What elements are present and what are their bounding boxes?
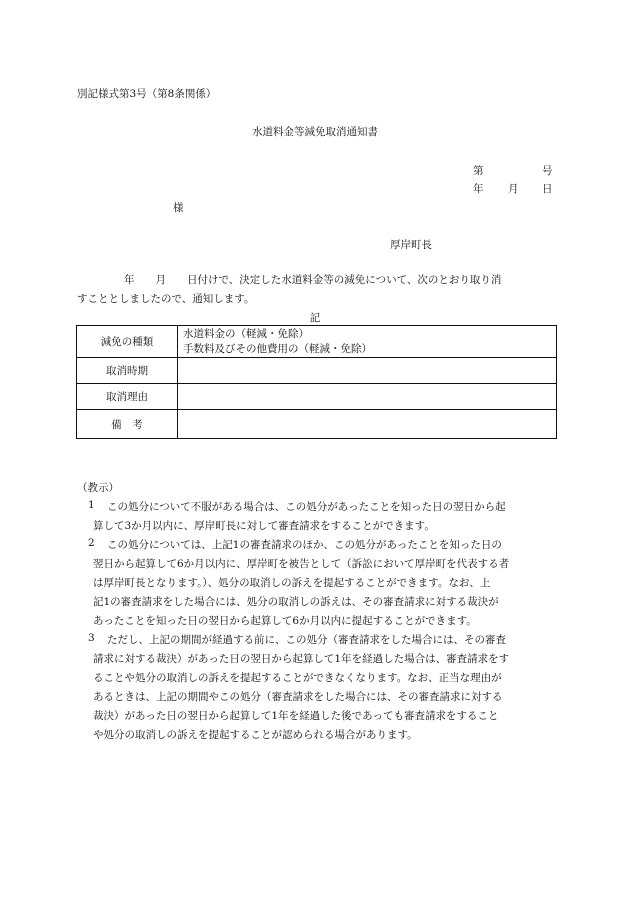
ki-marker: 記 <box>309 312 321 324</box>
note-line: ただし、上記の期間が経過する前に、この処分（審査請求をした場合には、その審査 <box>107 634 506 646</box>
note-line: 翌日から起算して6か月以内に、厚岸町を被告として（訴訟において厚岸町を代表する者 <box>93 558 510 570</box>
note-line: や処分の取消しの訴えを提起することが認められる場合があります。 <box>93 729 418 741</box>
row-value <box>178 410 557 439</box>
note-line: ることや処分の取消しの訴えを提起することができなくなります。なお、正当な理由が <box>93 672 502 684</box>
note-line: は厚岸町長となります。）、処分の取消しの訴えを提起することができます。なお、上 <box>93 577 491 589</box>
date-day: 日 <box>542 183 553 195</box>
note-line: あったことを知った日の翌日から起算して6か月以内に提起することができます。 <box>93 615 477 627</box>
note-line: この処分については、上記1の審査請求のほか、この処分があったことを知った日の <box>107 539 502 551</box>
note-line: 裁決）があった日の翌日から起算して1年を経過した後であっても審査請求をすること <box>93 710 499 722</box>
body-line: すこととしましたので、通知します。 <box>77 293 255 305</box>
doc-number-prefix: 第 <box>473 165 484 177</box>
cancellation-table <box>76 325 557 439</box>
row-label: 減免の種類 <box>77 326 178 358</box>
body-line: 年 月 日付けで、決定した水道料金等の減免について、次のとおり取り消 <box>124 274 502 286</box>
value-line: 水道料金の（軽減・免除） <box>183 327 309 340</box>
table-row <box>77 358 557 384</box>
row-label: 取消理由 <box>77 384 178 410</box>
date-year: 年 <box>473 183 484 195</box>
note-line: 記1の審査請求をした場合には、処分の取消しの訴えは、その審査請求に対する裁決が <box>93 596 499 608</box>
note-line: 算して3か月以内に、厚岸町長に対して審査請求をすることができます。 <box>93 520 435 532</box>
note-number: 1 <box>88 499 95 511</box>
note-number: 2 <box>88 537 95 549</box>
row-value <box>178 326 557 358</box>
note-line: 請求に対する裁決）があった日の翌日から起算して1年を経過した場合は、審査請求をす <box>93 653 510 665</box>
table-row <box>77 326 557 358</box>
table-row <box>77 410 557 439</box>
row-label: 取消時期 <box>77 358 178 384</box>
date-month: 月 <box>508 183 519 195</box>
row-value <box>178 358 557 384</box>
note-number: 3 <box>88 632 95 644</box>
value-line: 手数料及びその他費用の（軽減・免除） <box>183 342 372 355</box>
form-number: 別記様式第3号（第8条関係） <box>77 88 217 100</box>
doc-number-suffix: 号 <box>542 165 553 177</box>
row-value <box>178 384 557 410</box>
note-line: この処分について不服がある場合は、この処分があったことを知った日の翌日から起 <box>107 501 506 513</box>
document-title: 水道料金等減免取消通知書 <box>252 126 378 138</box>
row-label: 備 考 <box>77 410 178 439</box>
addressee-suffix: 様 <box>173 202 184 214</box>
table-row <box>77 384 557 410</box>
issuer-name: 厚岸町長 <box>390 239 432 251</box>
note-line: あるときは、上記の期間やこの処分（審査請求をした場合には、その審査請求に対する <box>93 691 503 703</box>
notes-heading: （教示） <box>77 482 119 494</box>
